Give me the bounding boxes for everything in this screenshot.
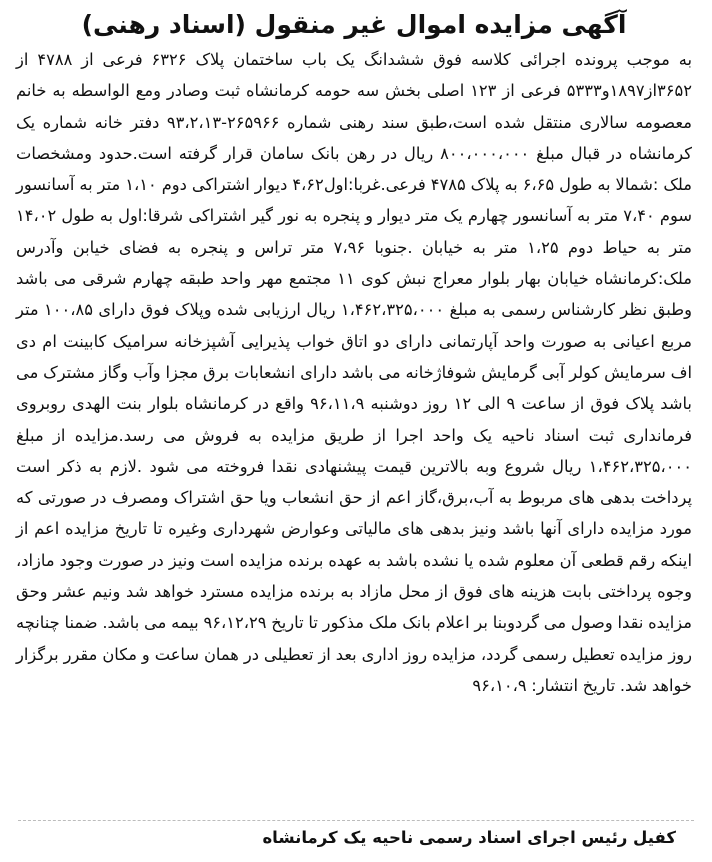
notice-title: آگهی مزایده اموال غیر منقول (اسناد رهنی)	[81, 10, 627, 39]
signature-divider	[18, 820, 694, 821]
notice-body: به موجب پرونده اجرائی کلاسه فوق ششدانگ یک باب ساختمان پلاک ۶۳۲۶ فرعی از ۴۷۸۸ از ۳۶۵۲از۱۸۹۷و۵۳۳۳ فرعی از ۱۲۳ اصلی بخش سه حومه کرمانشاه ثبت وصادر ومع الواسطه به خانم معصومه سالاری منتقل شده است،طبق سند رهنی شماره ۲۶۵۹۶۶-۹۳،۲،۱۳ دفتر خانه شماره یک کرمانشاه در قبال مبلغ ۸۰۰،۰۰۰،۰۰۰ ریال در رهن بانک سامان قرار گرفته است.حدود ومشخصات ملک :شمالا به طول ۶،۶۵ به پلاک ۴۷۸۵ فرعی.غربا:اول۴،۶۲ دیوار اشتراکی دوم ۱،۱۰ متر به آسانسور سوم ۷،۴۰ متر به آسانسور چهارم یک متر دیوار و پنجره به نور گیر اشتراکی شرقا:اول به طول ۱۴،۰۲ متر به حیاط دوم ۱،۲۵ متر به خیابان .جنوبا ۷،۹۶ متر تراس و پنجره به فضای خیابن وآدرس ملک:کرمانشاه خیابان بهار بلوار معراج نبش کوی ۱۱ مجتمع مهر واحد طبقه چهارم شرقی می باشد وطبق نظر کارشناس رسمی به مبلغ ۱،۴۶۲،۳۲۵،۰۰۰ ریال ارزیابی شده وپلاک فوق دارای ۱۰۰،۸۵ متر مربع اعیانی به صورت واحد آپارتمانی دارای دو اتاق خواب پذیرایی آشپزخانه سرامیک کابینت ام دی اف سرمایش کولر آبی گرمایش شوفاژخانه می باشد دارای انشعابات برق مجزا وآب وگاز مشترک می باشد پلاک فوق از ساعت ۹ الی ۱۲ روز دوشنبه ۹۶،۱۱،۹ واقع در کرمانشاه بلوار بنت الهدی روبروی فرمانداری ثبت اسناد ناحیه یک واحد اجرا از طریق مزایده به فروش می رسد.مزایده از مبلغ ۱،۴۶۲،۳۲۵،۰۰۰ ریال شروع وبه بالاترین قیمت پیشنهادی نقدا فروخته می شود .لازم به ذکر است پرداخت بدهی های مربوط به آب،برق،گاز اعم از حق انشعاب ویا حق اشتراک ومصرف در صورتی که مورد مزایده دارای آنها باشد ونیز بدهی های مالیاتی وعوارض شهرداری وغیره تا تاریخ مزایده اعم از اینکه رقم قطعی آن معلوم شده یا نشده باشد به عهده برنده مزایده است ونیز در صورت وجود مازاد، وجوه پرداختی بابت هزینه های فوق از محل مازاد به برنده مزایده مسترد خواهد شد ونیم عشر وحق مزایده نقدا وصول می گردوبنا بر اعلام بانک ملک مذکور تا تاریخ ۹۶،۱۲،۲۹ بیمه می باشد. ضمنا چنانچه روز مزایده تعطیل رسمی گردد، مزایده روز اداری بعد از تعطیلی در همان ساعت و مکان مقرر برگزار خواهد شد. تاریخ انتشار: ۹۶،۱۰،۹	[16, 50, 693, 695]
notice-signature: کفیل رئیس اجرای اسناد رسمی ناحیه یک کرمانشاه	[262, 828, 676, 847]
